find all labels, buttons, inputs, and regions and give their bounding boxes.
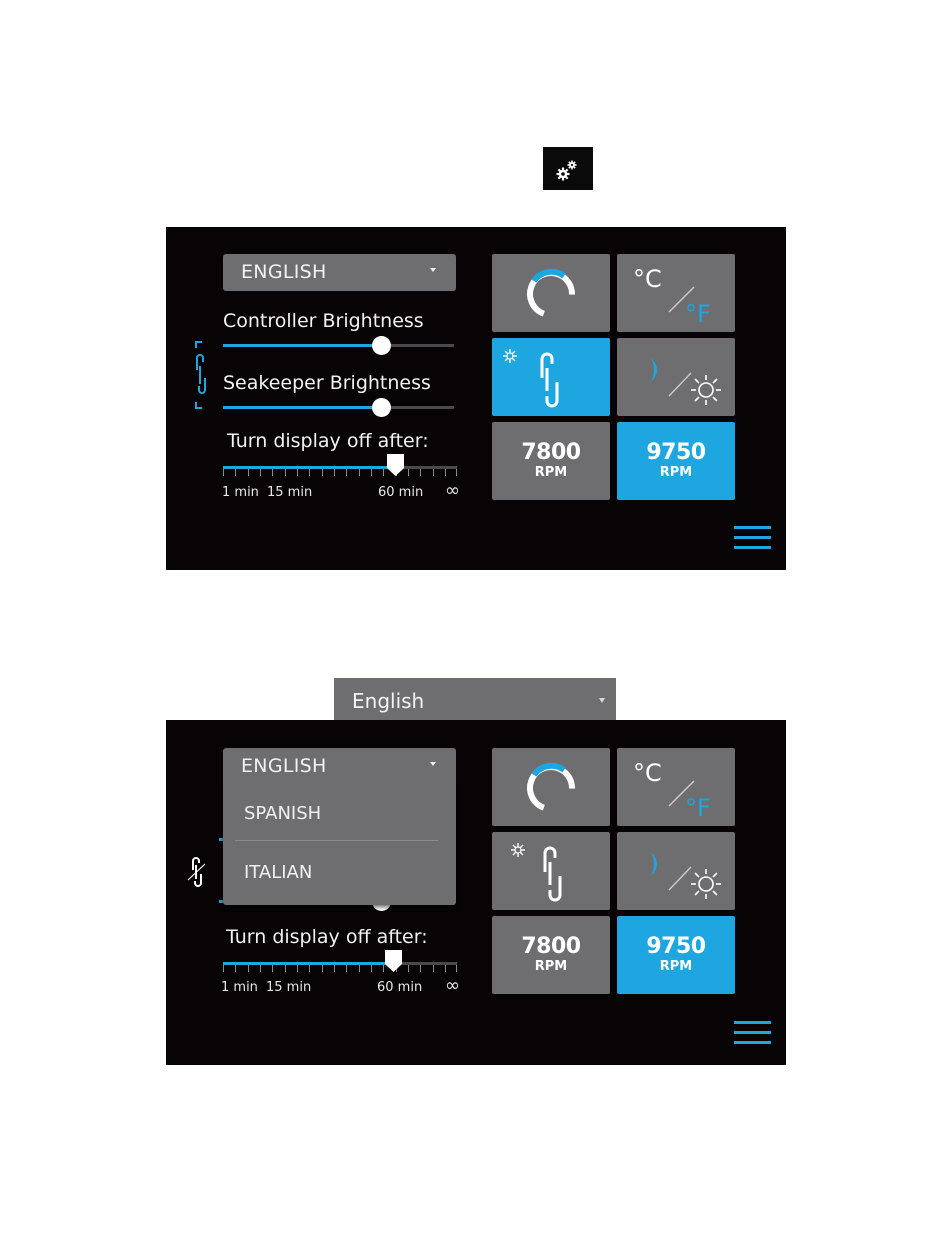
tick-label-1min: 1 min <box>221 980 258 995</box>
seakeeper-brightness-label: Seakeeper Brightness <box>223 372 431 394</box>
night-day-mode-icon <box>617 832 735 910</box>
tile-temperature-units[interactable] <box>617 748 735 826</box>
tile-night-day-mode[interactable] <box>617 338 735 416</box>
language-option-spanish[interactable]: SPANISH <box>244 803 322 824</box>
language-option-italian[interactable]: ITALIAN <box>244 862 313 883</box>
infinity-icon: ∞ <box>445 975 460 996</box>
tile-link-brightness[interactable] <box>492 832 610 910</box>
celsius-fahrenheit-icon <box>617 254 735 332</box>
language-select-field[interactable] <box>334 678 616 720</box>
link-sync-icon[interactable] <box>193 340 209 410</box>
language-dropdown-value: ENGLISH <box>241 261 327 283</box>
tile-rpm-9750[interactable] <box>617 422 735 500</box>
rpm-unit: RPM <box>659 959 693 974</box>
rpm-unit: RPM <box>659 465 693 480</box>
celsius-label: °C <box>633 265 662 293</box>
seakeeper-brightness-slider[interactable] <box>223 406 454 409</box>
tile-progress-ring[interactable] <box>492 254 610 332</box>
rpm-value: 7800 <box>521 440 581 465</box>
unlink-icon[interactable] <box>185 856 207 888</box>
tick-label-60min: 60 min <box>378 485 424 500</box>
tile-temperature-units[interactable] <box>617 254 735 332</box>
progress-ring-icon <box>492 748 610 826</box>
fahrenheit-label: °F <box>685 794 711 822</box>
display-timer-ticks <box>223 965 457 972</box>
rpm-unit: RPM <box>534 959 568 974</box>
tile-rpm-9750[interactable] <box>617 916 735 994</box>
language-select-value: English <box>352 689 425 713</box>
tick-label-60min: 60 min <box>377 980 423 995</box>
progress-ring-icon <box>492 254 610 332</box>
display-timer-thumb[interactable] <box>387 454 404 476</box>
rpm-value: 9750 <box>646 440 706 465</box>
rpm-unit: RPM <box>534 465 568 480</box>
tick-label-15min: 15 min <box>267 485 313 500</box>
infinity-icon: ∞ <box>445 480 460 501</box>
chevron-up-icon <box>430 762 436 766</box>
night-day-mode-icon <box>617 338 735 416</box>
language-options-menu <box>223 786 456 905</box>
celsius-fahrenheit-icon <box>617 748 735 826</box>
menu-divider <box>235 840 438 841</box>
tile-link-brightness[interactable] <box>492 338 610 416</box>
seakeeper-brightness-knob[interactable] <box>372 398 391 417</box>
settings-screen-language-open <box>166 720 786 1065</box>
rpm-value: 9750 <box>646 934 706 959</box>
link-brightness-icon <box>492 832 610 910</box>
tile-night-day-mode[interactable] <box>617 832 735 910</box>
display-timer-label: Turn display off after: <box>227 430 429 452</box>
fahrenheit-label: °F <box>685 300 711 328</box>
tick-label-15min: 15 min <box>266 980 312 995</box>
settings-screen-default <box>166 227 786 570</box>
controller-brightness-knob[interactable] <box>372 336 391 355</box>
hamburger-menu-icon[interactable] <box>734 526 771 552</box>
settings-gears-icon[interactable] <box>543 147 593 190</box>
controller-brightness-label: Controller Brightness <box>223 310 424 332</box>
display-timer-label: Turn display off after: <box>226 926 428 948</box>
tile-progress-ring[interactable] <box>492 748 610 826</box>
rpm-value: 7800 <box>521 934 581 959</box>
controller-brightness-fill <box>223 344 381 347</box>
language-dropdown-value: ENGLISH <box>241 755 327 777</box>
seakeeper-brightness-fill <box>223 406 381 409</box>
tick-label-1min: 1 min <box>222 485 259 500</box>
language-dropdown[interactable] <box>223 748 456 786</box>
chevron-down-icon <box>430 268 436 272</box>
hamburger-menu-icon[interactable] <box>734 1021 771 1047</box>
display-timer-thumb[interactable] <box>385 950 402 972</box>
chevron-down-icon <box>599 698 605 703</box>
controller-brightness-slider[interactable] <box>223 344 454 347</box>
tile-rpm-7800[interactable] <box>492 422 610 500</box>
link-brightness-icon <box>492 338 610 416</box>
celsius-label: °C <box>633 759 662 787</box>
display-timer-ticks <box>223 469 457 476</box>
language-dropdown[interactable] <box>223 254 456 291</box>
tile-rpm-7800[interactable] <box>492 916 610 994</box>
